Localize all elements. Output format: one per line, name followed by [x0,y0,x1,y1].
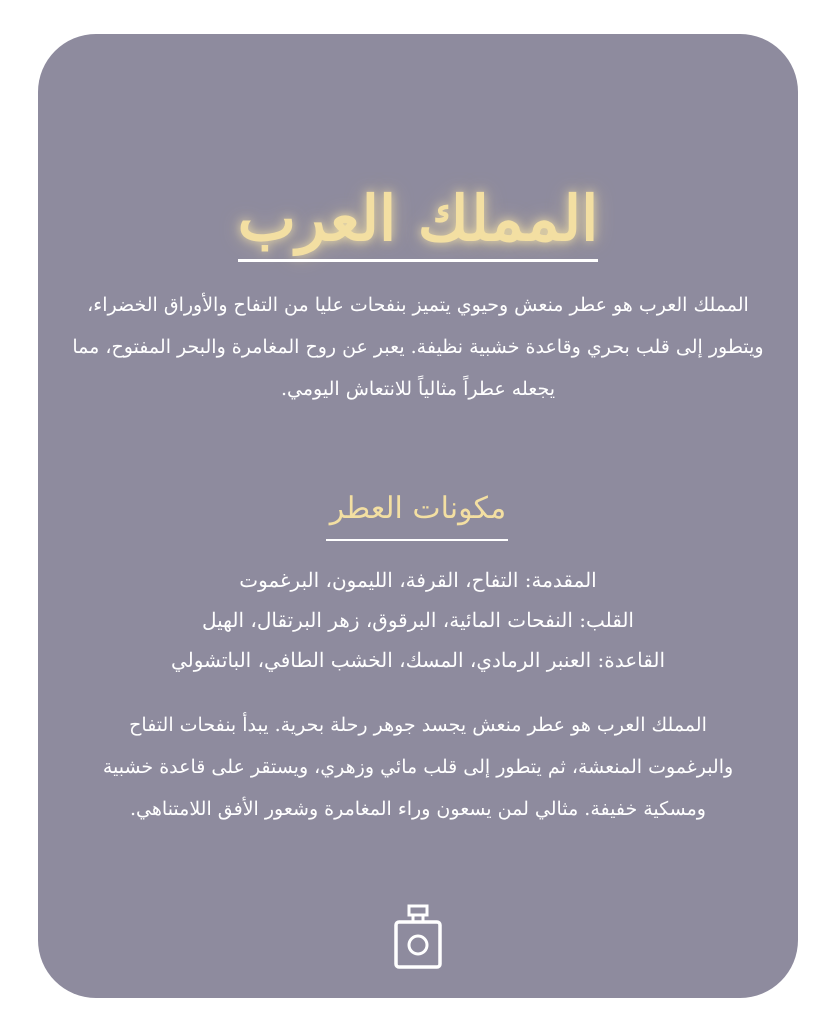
base-notes: القاعدة: العنبر الرمادي، المسك، الخشب الطافي، الباتشولي [170,648,666,672]
product-story: المملك العرب هو عطر منعش يجسد جوهر رحلة بحرية. يبدأ بنفحات التفاح والبرغموت المنعشة، ثم يتطور إلى قلب مائي وزهري، ويستقر على قاعدة خشبية ومسكية خفيفة. مثالي لمن يسعون وراء المغامرة وشعور الأفق اللامتناهي. [102,714,734,820]
notes-section-title: مكونات العطر [329,491,507,526]
perfume-bottle-icon [393,904,443,970]
product-title: المملك العرب [237,182,599,255]
notes-list [68,560,768,680]
product-intro: المملك العرب هو عطر منعش وحيوي يتميز بنفحات عليا من التفاح والأوراق الخضراء، ويتطور إلى قلب بحري وقاعدة خشبية نظيفة. يعبر عن روح المغامرة والبحر المفتوح، مما يجعله عطراً مثالياً للانتعاش اليومي. [72,294,764,400]
notes-divider [326,539,508,541]
top-notes: المقدمة: التفاح، القرفة، الليمون، البرغموت [239,568,597,592]
title-divider [238,259,598,262]
product-card [38,34,798,998]
heart-notes: القلب: النفحات المائية، البرقوق، زهر البرتقال، الهيل [202,608,634,632]
